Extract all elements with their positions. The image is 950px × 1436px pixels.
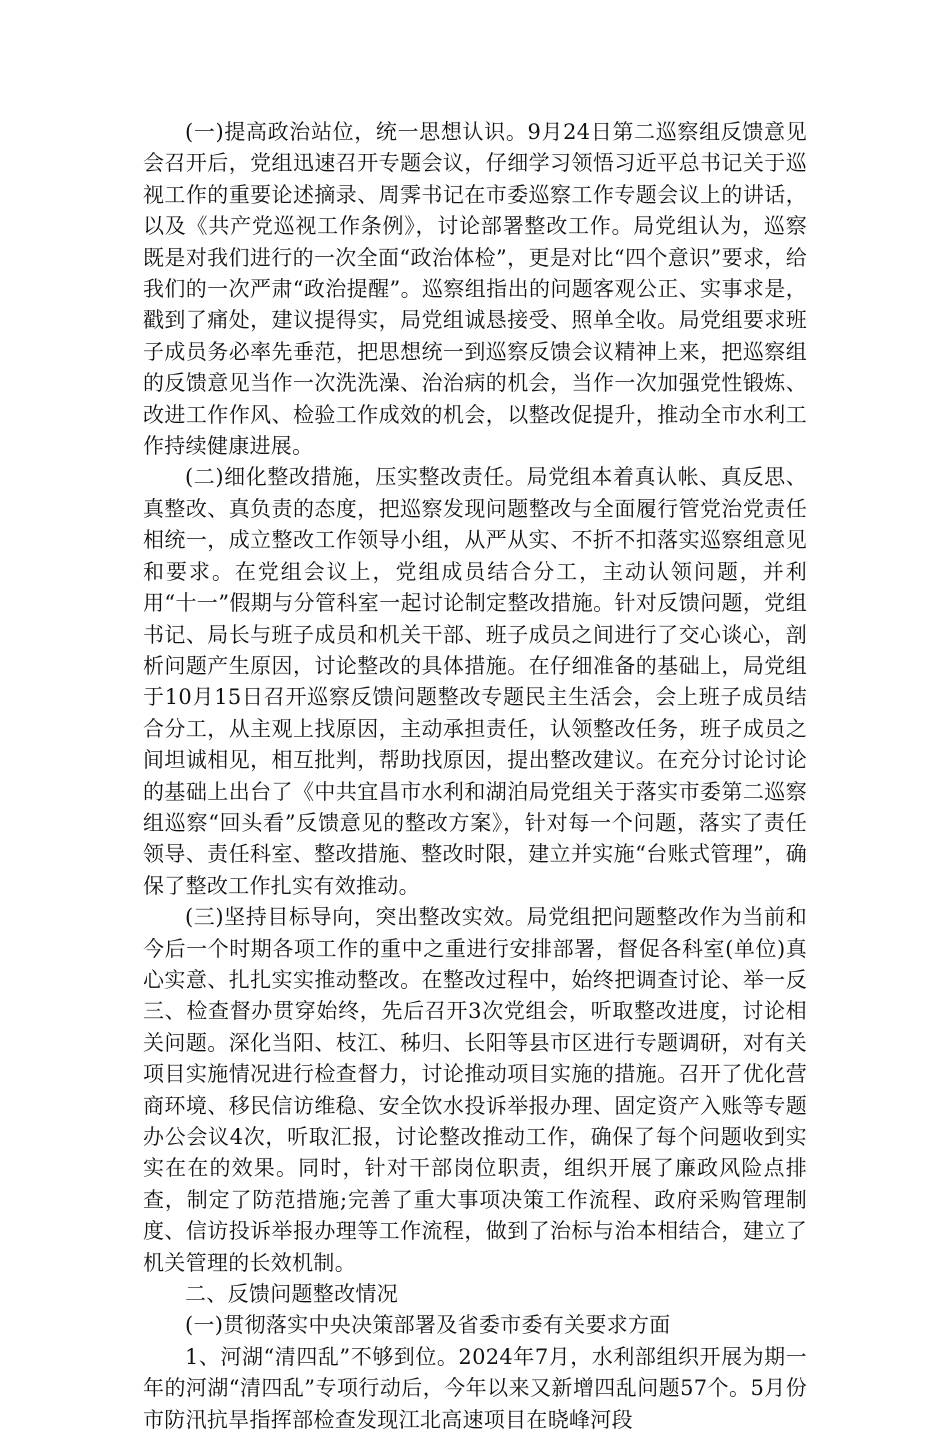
subsection-heading-central-decisions: (一)贯彻落实中央决策部署及省委市委有关要求方面: [185, 1313, 671, 1338]
document-body: [143, 117, 807, 1436]
paragraph-political-awareness: (一)提高政治站位，统一思想认识。9月24日第二巡察组反馈意见会召开后，党组迅速召开专题会议，仔细学习领悟习近平总书记关于巡视工作的重要论述摘录、周霁书记在市委巡察工作专题会议上的讲话，以及《共产党巡视工作条例》，讨论部署整改工作。局党组认为，巡察既是对我们进行的一次全面“政治体检”，更是对比“四个意识”要求，给我们的一次严肃“政治提醒”。巡察组指出的问题客观公正、实事求是，戳到了痛处，建议提得实，局党组诚恳接受、照单全收。局党组要求班子成员务必率先垂范，把思想统一到巡察反馈会议精神上来，把巡察组的反馈意见当作一次洗洗澡、治治病的机会，当作一次加强党性锻炼、改进工作作风、检验工作成效的机会，以整改促提升，推动全市水利工作持续健康进展。: [143, 120, 807, 459]
paragraph-rectification-measures: (二)细化整改措施，压实整改责任。局党组本着真认帐、真反思、真整改、真负责的态度，把巡察发现问题整改与全面履行管党治党责任相统一，成立整改工作领导小组，从严从实、不折不扣落实巡察组意见和要求。在党组会议上，党组成员结合分工，主动认领问题，并利用“十一”假期与分管科室一起讨论制定整改措施。针对反馈问题，党组书记、局长与班子成员和机关干部、班子成员之间进行了交心谈心，剖析问题产生原因，讨论整改的具体措施。在仔细准备的基础上，局党组于10月15日召开巡察反馈问题整改专题民主生活会，会上班子成员结合分工，从主观上找原因，主动承担责任，认领整改任务，班子成员之间坦诚相见，相互批判，帮助找原因，提出整改建议。在充分讨论讨论的基础上出台了《中共宜昌市水利和湖泊局党组关于落实市委第二巡察组巡察“回头看”反馈意见的整改方案》，针对每一个问题，落实了责任领导、责任科室、整改措施、整改时限，建立并实施“台账式管理”，确保了整改工作扎实有效推动。: [143, 465, 807, 898]
paragraph-goal-orientation: (三)坚持目标导向，突出整改实效。局党组把问题整改作为当前和今后一个时期各项工作的重中之重进行安排部署，督促各科室(单位)真心实意、扎扎实实推动整改。在整改过程中，始终把调查讨论、举一反三、检查督办贯穿始终，先后召开3次党组会，听取整改进度，讨论相关问题。深化当阳、枝江、秭归、长阳等县市区进行专题调研，对有关项目实施情况进行检查督力，讨论推动项目实施的措施。召开了优化营商环境、移民信访维稳、安全饮水投诉举报办理、固定资产入账等专题办公会议4次，听取汇报，讨论整改推动工作，确保了每个问题收到实实在在的效果。同时，针对干部岗位职责，组织开展了廉政风险点排查，制定了防范措施;完善了重大事项决策工作流程、政府采购管理制度、信访投诉举报办理等工作流程，做到了治标与治本相结合，建立了机关管理的长效机制。: [143, 905, 807, 1275]
paragraph-river-lake-cleanup: 1、河湖“清四乱”不够到位。2024年7月，水利部组织开展为期一年的河湖“清四乱”专项行动后，今年以来又新增四乱问题57个。5月份市防汛抗旱指挥部检查发现江北高速项目在晓峰河段: [143, 1344, 807, 1432]
section-heading-feedback-rectification: 二、反馈问题整改情况: [185, 1282, 398, 1307]
